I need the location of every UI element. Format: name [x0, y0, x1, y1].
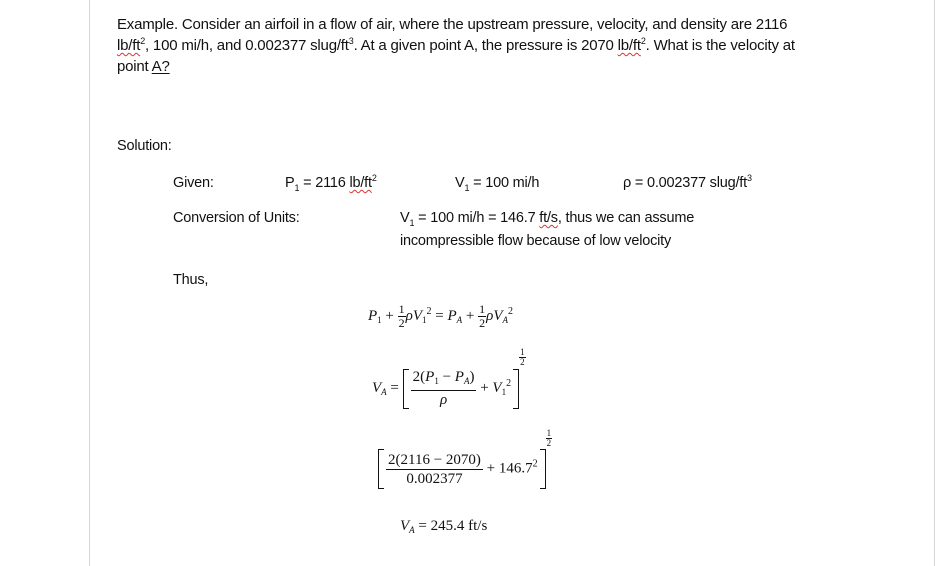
problem-text-1: Example. Consider an airfoil in a flow of air, where the upstream pressure, velocity, and density are 2116 — [117, 16, 788, 33]
conversion-label: Conversion of Units: — [173, 210, 300, 226]
half-fraction-2: $\frac{1}{2}$ — [479, 302, 486, 330]
solution-label: Solution: — [117, 138, 172, 154]
numeric-substitution: $\frac{2(2116 - 2070)}{0.002377}$ + $146.7^2$ $\frac{1}{2}$ — [378, 449, 552, 489]
bernoulli-equation: $P_1$ + $\frac{1}{2}$ $\rho V_1^2 = P_A$ + $\frac{1}{2}$ $\rho V_A^2$ — [368, 302, 513, 330]
problem-statement: Example. Consider an airfoil in a flow of air, where the upstream pressure, velocity, and density are 2116 $lb/ft^2$, 100 mi/h, and 0.002377 slug/$ft^3$. At a given point A, the pressure is 2070 $lb/ft^2$. What is the velocity at point A? — [117, 16, 795, 75]
given-density: ρ = 0.002377 slug/$ft^3$ — [623, 173, 752, 191]
half-fraction-1: $\frac{1}{2}$ — [398, 302, 405, 330]
given-p1: $P_1 = 2116$ $lb/ft^2$ — [285, 173, 377, 193]
unit-lbft-1: lb/ft — [117, 37, 141, 54]
problem-text-3: . At a given point A, the pressure is 2070 — [353, 37, 618, 54]
result-velocity: $V_A = 245.4$ ft/s — [400, 518, 488, 535]
thus-label: Thus, — [173, 272, 209, 288]
point-a-question: A? — [151, 58, 170, 75]
problem-text-2: , 100 mi/h, and 0.002377 slug/ft — [145, 37, 349, 54]
unit-lbft-2: lb/ft — [617, 37, 641, 54]
page-left-edge — [89, 0, 90, 566]
conversion-line-1: $V_1 = 100$ mi/h = 146.7 ft/s, thus we can assume — [400, 210, 695, 228]
given-v1: $V_1 = 100$ mi/h — [455, 175, 540, 193]
problem-text-4: . What is the velocity at point — [117, 37, 795, 75]
given-label: Given: — [173, 175, 214, 191]
velocity-formula: $V_A$ = $\frac{2(P_1 - P_A)}{\rho}$ + $V_1^2$ $\frac{1}{2}$ — [372, 347, 525, 408]
page-right-edge — [934, 0, 935, 566]
conversion-line-2: incompressible flow because of low velocity — [400, 233, 672, 249]
